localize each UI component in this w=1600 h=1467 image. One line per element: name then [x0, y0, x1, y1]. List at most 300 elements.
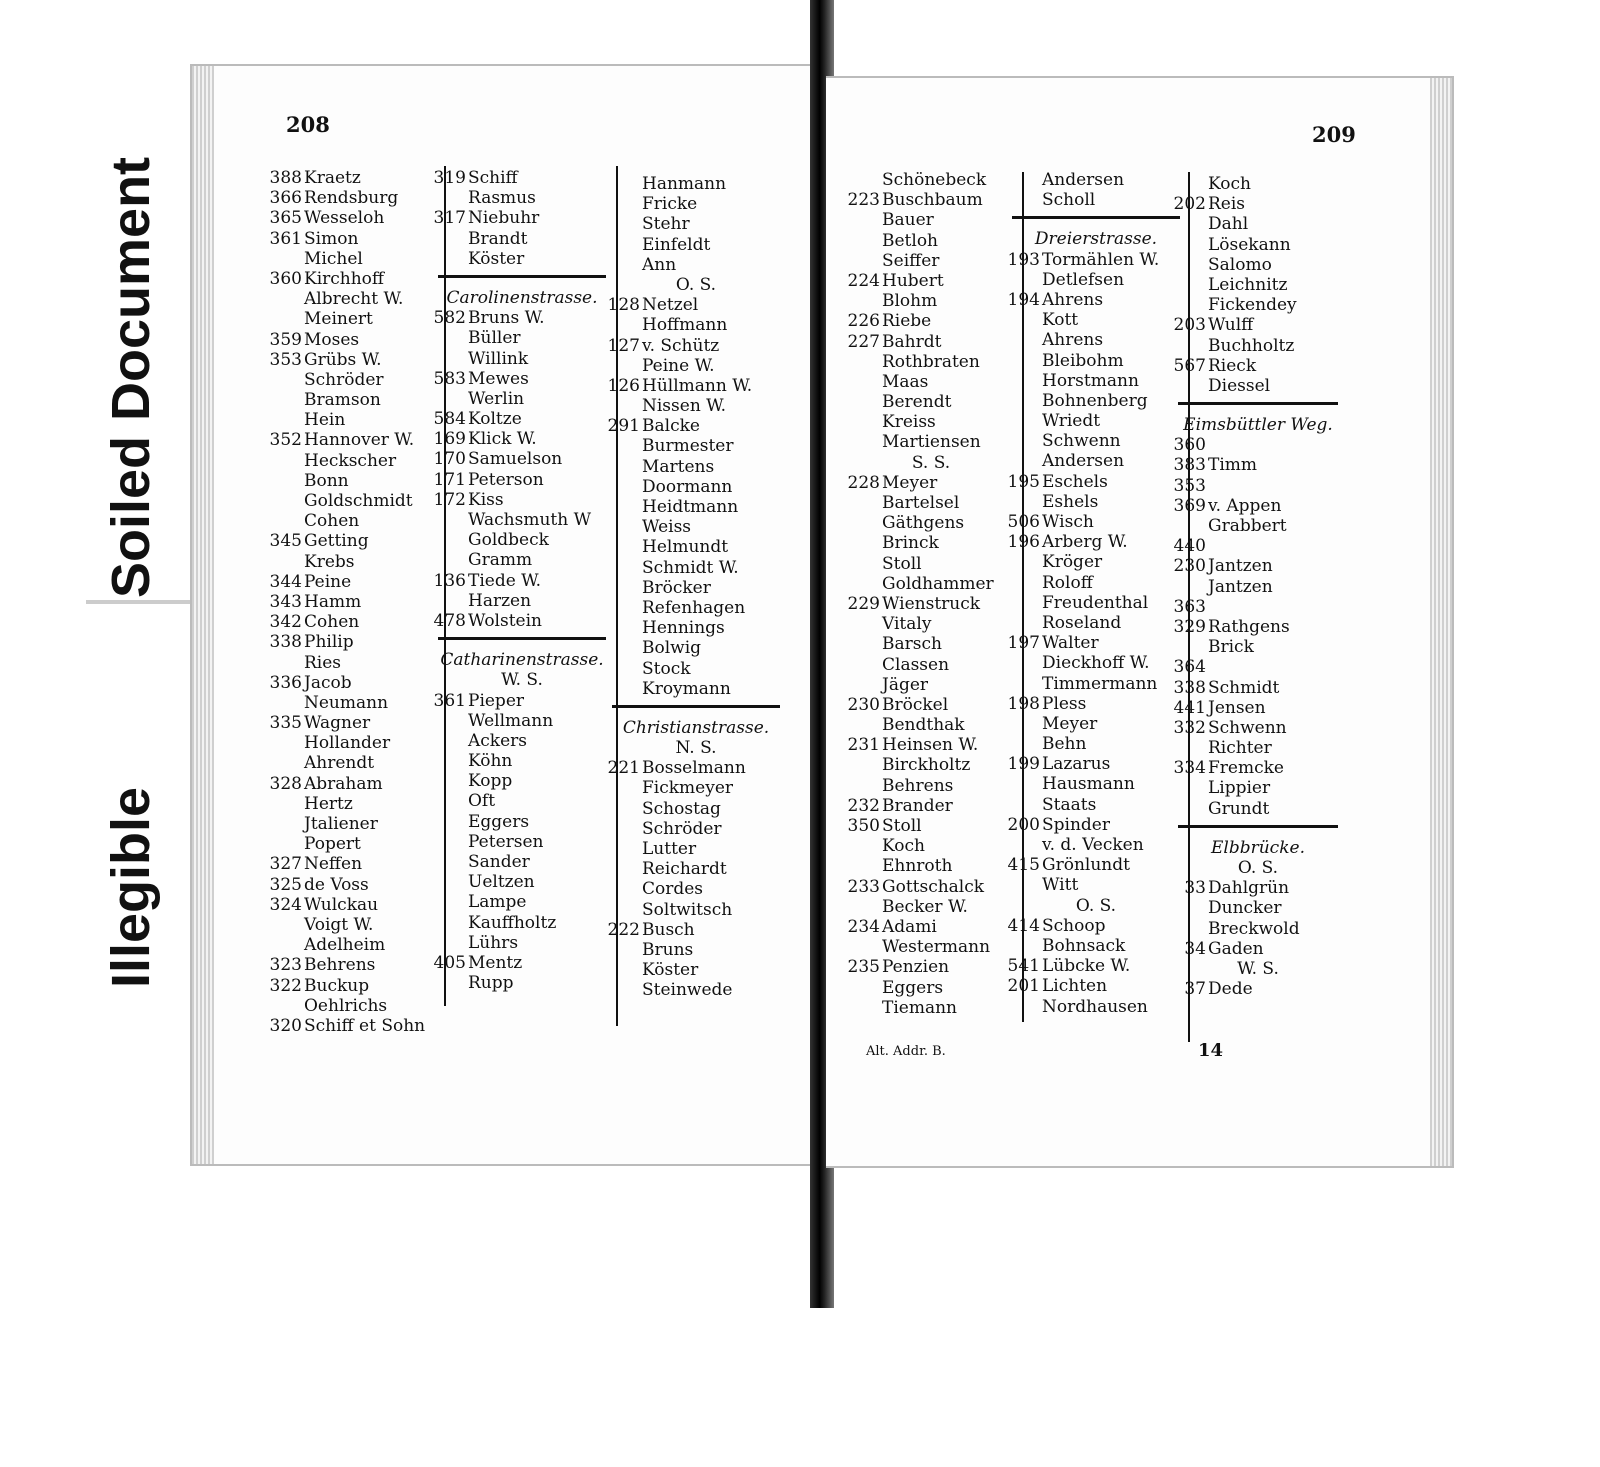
house-number: 327	[269, 854, 302, 875]
address-entry	[268, 632, 438, 652]
address-entry	[432, 389, 612, 409]
house-number: 128	[607, 295, 640, 316]
resident-name: Schönebeck	[882, 170, 987, 190]
resident-name: Cordes	[642, 879, 704, 900]
house-number: 343	[269, 591, 302, 612]
house-number: 325	[269, 874, 302, 895]
resident-name: Kraetz	[304, 168, 361, 188]
address-entry	[1172, 315, 1344, 335]
address-entry	[846, 170, 1016, 190]
resident-name: Wulff	[1208, 315, 1254, 336]
resident-name: Busch	[642, 919, 695, 940]
house-number: 342	[269, 612, 302, 633]
resident-name: Jensen	[1208, 697, 1266, 718]
address-entry	[432, 973, 612, 993]
side-label: N. S.	[675, 738, 717, 759]
resident-name: Eshels	[1042, 491, 1099, 512]
house-number: 319	[433, 168, 466, 188]
resident-name: Diessel	[1208, 375, 1271, 396]
address-entry	[268, 1016, 438, 1036]
resident-name: Leichnitz	[1208, 274, 1288, 295]
address-entry	[1172, 738, 1344, 758]
resident-name: Bramson	[304, 390, 381, 411]
resident-name: Gäthgens	[882, 513, 965, 534]
address-entry	[1172, 799, 1344, 819]
address-entry	[1172, 336, 1344, 356]
resident-name: Staats	[1042, 794, 1097, 815]
address-entry	[606, 940, 786, 960]
address-entry	[1006, 835, 1186, 855]
resident-name: Hennings	[642, 618, 725, 639]
side-label: O. S.	[1237, 858, 1279, 878]
resident-name: Schröder	[642, 818, 722, 839]
address-entry	[1172, 235, 1344, 255]
address-entry	[846, 877, 1016, 897]
house-number: 322	[269, 975, 302, 996]
resident-name: Brander	[882, 795, 953, 816]
address-entry	[846, 776, 1016, 796]
address-entry	[606, 980, 786, 1000]
house-number: 360	[269, 268, 302, 289]
address-entry	[268, 572, 438, 592]
address-entry	[846, 735, 1016, 755]
house-number: 224	[847, 270, 880, 291]
address-entry	[268, 471, 438, 491]
resident-name: Voigt W.	[304, 914, 374, 935]
address-column	[1006, 170, 1186, 1017]
resident-name: Bosselmann	[642, 758, 746, 779]
address-entry	[1006, 532, 1186, 552]
house-number: 352	[269, 430, 302, 451]
resident-name: Kroymann	[642, 678, 731, 699]
house-number: 353	[269, 349, 302, 370]
resident-name: Brinck	[882, 533, 939, 554]
address-entry	[432, 571, 612, 591]
address-entry	[268, 390, 438, 410]
resident-name: Mewes	[468, 368, 529, 389]
house-number: 366	[269, 188, 302, 209]
house-number: 33	[1184, 878, 1206, 899]
resident-name: Bonn	[304, 470, 349, 491]
address-entry	[432, 349, 612, 369]
address-entry	[846, 836, 1016, 856]
resident-name: Samuelson	[468, 449, 563, 470]
resident-name: Nissen W.	[642, 396, 727, 417]
house-number: 203	[1173, 315, 1206, 336]
address-entry	[606, 255, 786, 275]
address-column	[606, 174, 786, 1001]
resident-name: Steinwede	[642, 980, 733, 1001]
resident-name: Behn	[1042, 734, 1087, 755]
resident-name: Buchholtz	[1208, 335, 1295, 356]
section-rule	[438, 275, 606, 278]
address-entry	[432, 953, 612, 973]
resident-name: Wriedt	[1042, 411, 1101, 432]
address-entry	[606, 578, 786, 598]
resident-name: Brandt	[468, 228, 528, 249]
resident-name: Ahrens	[1042, 289, 1104, 310]
side-label: W. S.	[1237, 958, 1279, 979]
address-entry	[268, 269, 438, 289]
address-entry	[846, 897, 1016, 917]
address-entry	[846, 856, 1016, 876]
address-entry	[606, 235, 786, 255]
address-entry	[1006, 714, 1186, 734]
resident-name: Bleibohm	[1042, 350, 1124, 371]
address-entry	[1006, 250, 1186, 270]
address-entry	[606, 679, 786, 699]
soiled-document-stamp: Soiled Document	[101, 156, 161, 598]
resident-name: Tiemann	[882, 997, 957, 1018]
address-entry	[1006, 512, 1186, 532]
house-number: 338	[269, 632, 302, 653]
resident-name: Schwenn	[1208, 717, 1287, 738]
resident-name: Ackers	[468, 730, 528, 751]
house-number: 222	[607, 919, 640, 940]
address-entry	[846, 634, 1016, 654]
address-entry	[268, 774, 438, 794]
resident-name: Heckscher	[304, 450, 397, 471]
house-number: 200	[1007, 814, 1040, 835]
address-entry	[1172, 556, 1344, 576]
resident-name: Koltze	[468, 409, 522, 430]
resident-name: Detlefsen	[1042, 269, 1125, 290]
resident-name: de Voss	[304, 874, 369, 895]
address-entry	[606, 436, 786, 456]
resident-name: Rathgens	[1208, 616, 1290, 637]
resident-name: Eggers	[468, 811, 530, 832]
address-entry	[846, 332, 1016, 352]
resident-name: Bröcker	[642, 577, 711, 598]
address-entry	[432, 188, 612, 208]
resident-name: Bohnenberg	[1042, 390, 1148, 411]
resident-name: Hamm	[304, 591, 362, 612]
resident-name: Buckup	[304, 975, 370, 996]
house-number: 232	[847, 795, 880, 816]
house-number: 359	[269, 329, 302, 350]
address-entry	[268, 208, 438, 228]
address-entry	[268, 976, 438, 996]
resident-name: Timmermann	[1042, 673, 1158, 694]
house-number: 230	[1173, 556, 1206, 577]
address-entry	[846, 210, 1016, 230]
resident-name: Weiss	[642, 517, 692, 538]
resident-name: Riebe	[882, 311, 932, 332]
resident-name: Barsch	[882, 634, 942, 655]
address-entry	[846, 533, 1016, 553]
house-number: 37	[1184, 979, 1206, 1000]
resident-name: Classen	[882, 654, 950, 675]
resident-name: Harzen	[468, 590, 532, 611]
address-entry	[432, 328, 612, 348]
house-number: 221	[607, 758, 640, 779]
address-entry	[606, 859, 786, 879]
address-entry	[1006, 270, 1186, 290]
resident-name: Meyer	[882, 472, 938, 493]
house-number: 229	[847, 593, 880, 614]
address-entry	[846, 978, 1016, 998]
address-entry	[606, 477, 786, 497]
address-entry	[1006, 391, 1186, 411]
address-entry	[606, 497, 786, 517]
resident-name: Grabbert	[1208, 516, 1287, 536]
resident-name: Bartelsel	[882, 493, 960, 513]
resident-name: Büller	[468, 328, 521, 349]
address-entry	[432, 611, 612, 631]
house-number: 584	[433, 409, 466, 430]
resident-name: Peine	[304, 571, 352, 592]
left-page	[190, 64, 822, 1166]
address-entry	[1172, 758, 1344, 778]
resident-name: Stehr	[642, 214, 690, 235]
address-entry	[1172, 356, 1344, 376]
resident-name: Hollander	[304, 733, 391, 754]
address-entry	[1172, 878, 1344, 898]
house-number: 194	[1007, 289, 1040, 310]
address-entry	[606, 517, 786, 537]
resident-name: Neumann	[304, 692, 389, 713]
resident-name: Getting	[304, 531, 369, 552]
address-entry	[1006, 431, 1186, 451]
resident-name: Schostag	[642, 798, 721, 819]
resident-name: Reichardt	[642, 859, 727, 880]
house-number: 582	[433, 308, 466, 329]
resident-name: Schoop	[1042, 915, 1106, 936]
resident-name: Behrens	[882, 775, 954, 796]
address-entry	[846, 675, 1016, 695]
address-entry	[432, 691, 612, 711]
resident-name: Ann	[642, 254, 677, 275]
resident-name: Ahrens	[1042, 330, 1104, 351]
resident-name: Soltwitsch	[642, 899, 733, 920]
address-column	[1172, 174, 1344, 999]
resident-name: Roloff	[1042, 572, 1093, 593]
address-column	[432, 168, 612, 993]
house-number: 136	[433, 570, 466, 591]
resident-name: Berendt	[882, 392, 952, 413]
house-number: 233	[847, 876, 880, 897]
page-edge	[1430, 78, 1452, 1166]
address-entry	[846, 594, 1016, 614]
address-entry	[846, 372, 1016, 392]
address-entry	[432, 470, 612, 490]
resident-name: Stoll	[882, 816, 922, 836]
house-number: 235	[847, 957, 880, 978]
resident-name: Tormählen W.	[1042, 249, 1160, 270]
address-entry	[846, 816, 1016, 836]
address-entry	[846, 291, 1016, 311]
address-entry	[1172, 637, 1344, 657]
address-entry	[1172, 275, 1344, 295]
resident-name: Grundt	[1208, 798, 1270, 819]
address-entry	[846, 311, 1016, 331]
resident-name: Goldhammer	[882, 573, 994, 594]
resident-name: Birckholtz	[882, 755, 971, 776]
address-entry	[1172, 476, 1344, 496]
address-entry	[606, 214, 786, 234]
open-book	[190, 58, 1460, 1158]
house-number: 329	[1173, 616, 1206, 637]
resident-name: Köhn	[468, 751, 513, 772]
street-heading: Eimsbüttler Weg.	[1183, 415, 1333, 436]
house-number: 440	[1173, 536, 1206, 557]
address-entry	[846, 352, 1016, 372]
address-entry	[268, 188, 438, 208]
resident-name: Meyer	[1042, 713, 1098, 734]
resident-name: Hannover W.	[304, 430, 415, 451]
house-number: 369	[1173, 495, 1206, 516]
resident-name: Salomo	[1208, 254, 1272, 275]
house-number: 583	[433, 368, 466, 389]
address-entry	[606, 537, 786, 557]
house-number: 441	[1173, 697, 1206, 718]
address-entry	[268, 430, 438, 450]
house-number: 199	[1007, 754, 1040, 775]
address-entry	[846, 493, 1016, 513]
address-entry	[268, 592, 438, 612]
resident-name: Gaden	[1208, 938, 1264, 959]
address-entry	[432, 771, 612, 791]
house-number: 202	[1173, 194, 1206, 215]
resident-name: Eschels	[1042, 471, 1108, 492]
address-entry	[1172, 657, 1344, 677]
resident-name: Koch	[1208, 174, 1251, 194]
address-entry	[268, 289, 438, 309]
address-entry	[1006, 593, 1186, 613]
address-entry	[432, 369, 612, 389]
address-entry	[1172, 577, 1344, 597]
address-entry	[606, 839, 786, 859]
resident-name: Hoffmann	[642, 315, 728, 336]
street-heading: Dreierstrasse.	[1034, 229, 1158, 250]
page-number: 208	[286, 112, 330, 137]
resident-name: Balcke	[642, 416, 700, 437]
street-heading: Elbbrücke.	[1211, 837, 1305, 858]
house-number: 126	[607, 375, 640, 396]
address-entry	[268, 410, 438, 430]
resident-name: Hanmann	[642, 174, 727, 194]
address-entry	[606, 659, 786, 679]
address-entry	[1006, 472, 1186, 492]
resident-name: Albrecht W.	[304, 289, 404, 310]
address-entry	[606, 758, 786, 778]
resident-name: Rendsburg	[304, 188, 399, 209]
street-heading: Christianstrasse.	[622, 717, 770, 738]
signature-mark: 14	[1198, 1040, 1224, 1061]
resident-name: Horstmann	[1042, 370, 1139, 391]
page-edge	[192, 66, 214, 1164]
resident-name: Wulckau	[304, 894, 379, 915]
address-entry	[268, 935, 438, 955]
resident-name: Wellmann	[468, 710, 554, 731]
address-entry	[846, 392, 1016, 412]
resident-name: Kiss	[468, 489, 504, 510]
address-entry	[268, 511, 438, 531]
resident-name: Behrens	[304, 955, 376, 976]
address-entry	[846, 796, 1016, 816]
resident-name: Arberg W.	[1042, 532, 1128, 553]
resident-name: Timm	[1208, 455, 1258, 476]
resident-name: Vitaly	[882, 614, 932, 635]
address-entry	[846, 271, 1016, 291]
resident-name: Andersen	[1042, 451, 1125, 472]
address-entry	[846, 715, 1016, 735]
house-number: 172	[433, 489, 466, 510]
address-entry	[606, 174, 786, 194]
house-number: 405	[433, 952, 466, 973]
resident-name: Lippier	[1208, 778, 1271, 799]
resident-name: Bolwig	[642, 638, 702, 659]
address-entry	[606, 457, 786, 477]
address-entry	[846, 251, 1016, 271]
resident-name: Becker W.	[882, 896, 968, 917]
address-entry	[268, 531, 438, 551]
resident-name: Rasmus	[468, 188, 536, 209]
address-entry	[432, 933, 612, 953]
house-number: 344	[269, 571, 302, 592]
resident-name: Kröger	[1042, 552, 1103, 573]
resident-name: Bruns	[642, 939, 694, 960]
address-entry	[606, 900, 786, 920]
address-entry	[1006, 795, 1186, 815]
address-entry	[1172, 255, 1344, 275]
address-entry	[1172, 516, 1344, 536]
address-entry	[1006, 351, 1186, 371]
address-entry	[606, 194, 786, 214]
resident-name: Stoll	[882, 553, 922, 574]
resident-name: Simon	[304, 228, 359, 249]
address-entry	[268, 673, 438, 693]
resident-name: Hüllmann W.	[642, 375, 753, 396]
house-number: 226	[847, 311, 880, 332]
resident-name: Petersen	[468, 831, 544, 852]
address-entry	[1172, 597, 1344, 617]
address-entry	[606, 598, 786, 618]
address-entry	[268, 955, 438, 975]
address-entry	[1006, 290, 1186, 310]
resident-name: Freudenthal	[1042, 592, 1149, 613]
address-entry	[268, 330, 438, 350]
house-number: 127	[607, 335, 640, 356]
address-entry	[432, 751, 612, 771]
house-number: 234	[847, 916, 880, 937]
page-number: 209	[1312, 122, 1356, 147]
resident-name: Koch	[882, 836, 925, 857]
resident-name: Wienstruck	[882, 593, 981, 614]
address-entry	[1006, 170, 1186, 190]
address-entry	[268, 875, 438, 895]
resident-name: Fremcke	[1208, 758, 1284, 779]
address-entry	[268, 168, 438, 188]
address-entry	[606, 416, 786, 436]
address-entry	[606, 376, 786, 396]
address-entry	[606, 295, 786, 315]
resident-name: Walter	[1042, 633, 1099, 654]
address-entry	[1006, 976, 1186, 996]
house-number: 363	[1173, 596, 1206, 617]
resident-name: Einfeldt	[642, 234, 711, 255]
address-entry	[268, 996, 438, 1016]
resident-name: Kopp	[468, 771, 513, 792]
resident-name: Netzel	[642, 295, 699, 316]
resident-name: Niebuhr	[468, 208, 540, 229]
address-entry	[1172, 678, 1344, 698]
resident-name: Peterson	[468, 469, 544, 490]
resident-name: v. Schütz	[642, 335, 720, 356]
resident-name: Rothbraten	[882, 351, 980, 372]
address-entry	[268, 693, 438, 713]
address-entry	[1006, 855, 1186, 875]
